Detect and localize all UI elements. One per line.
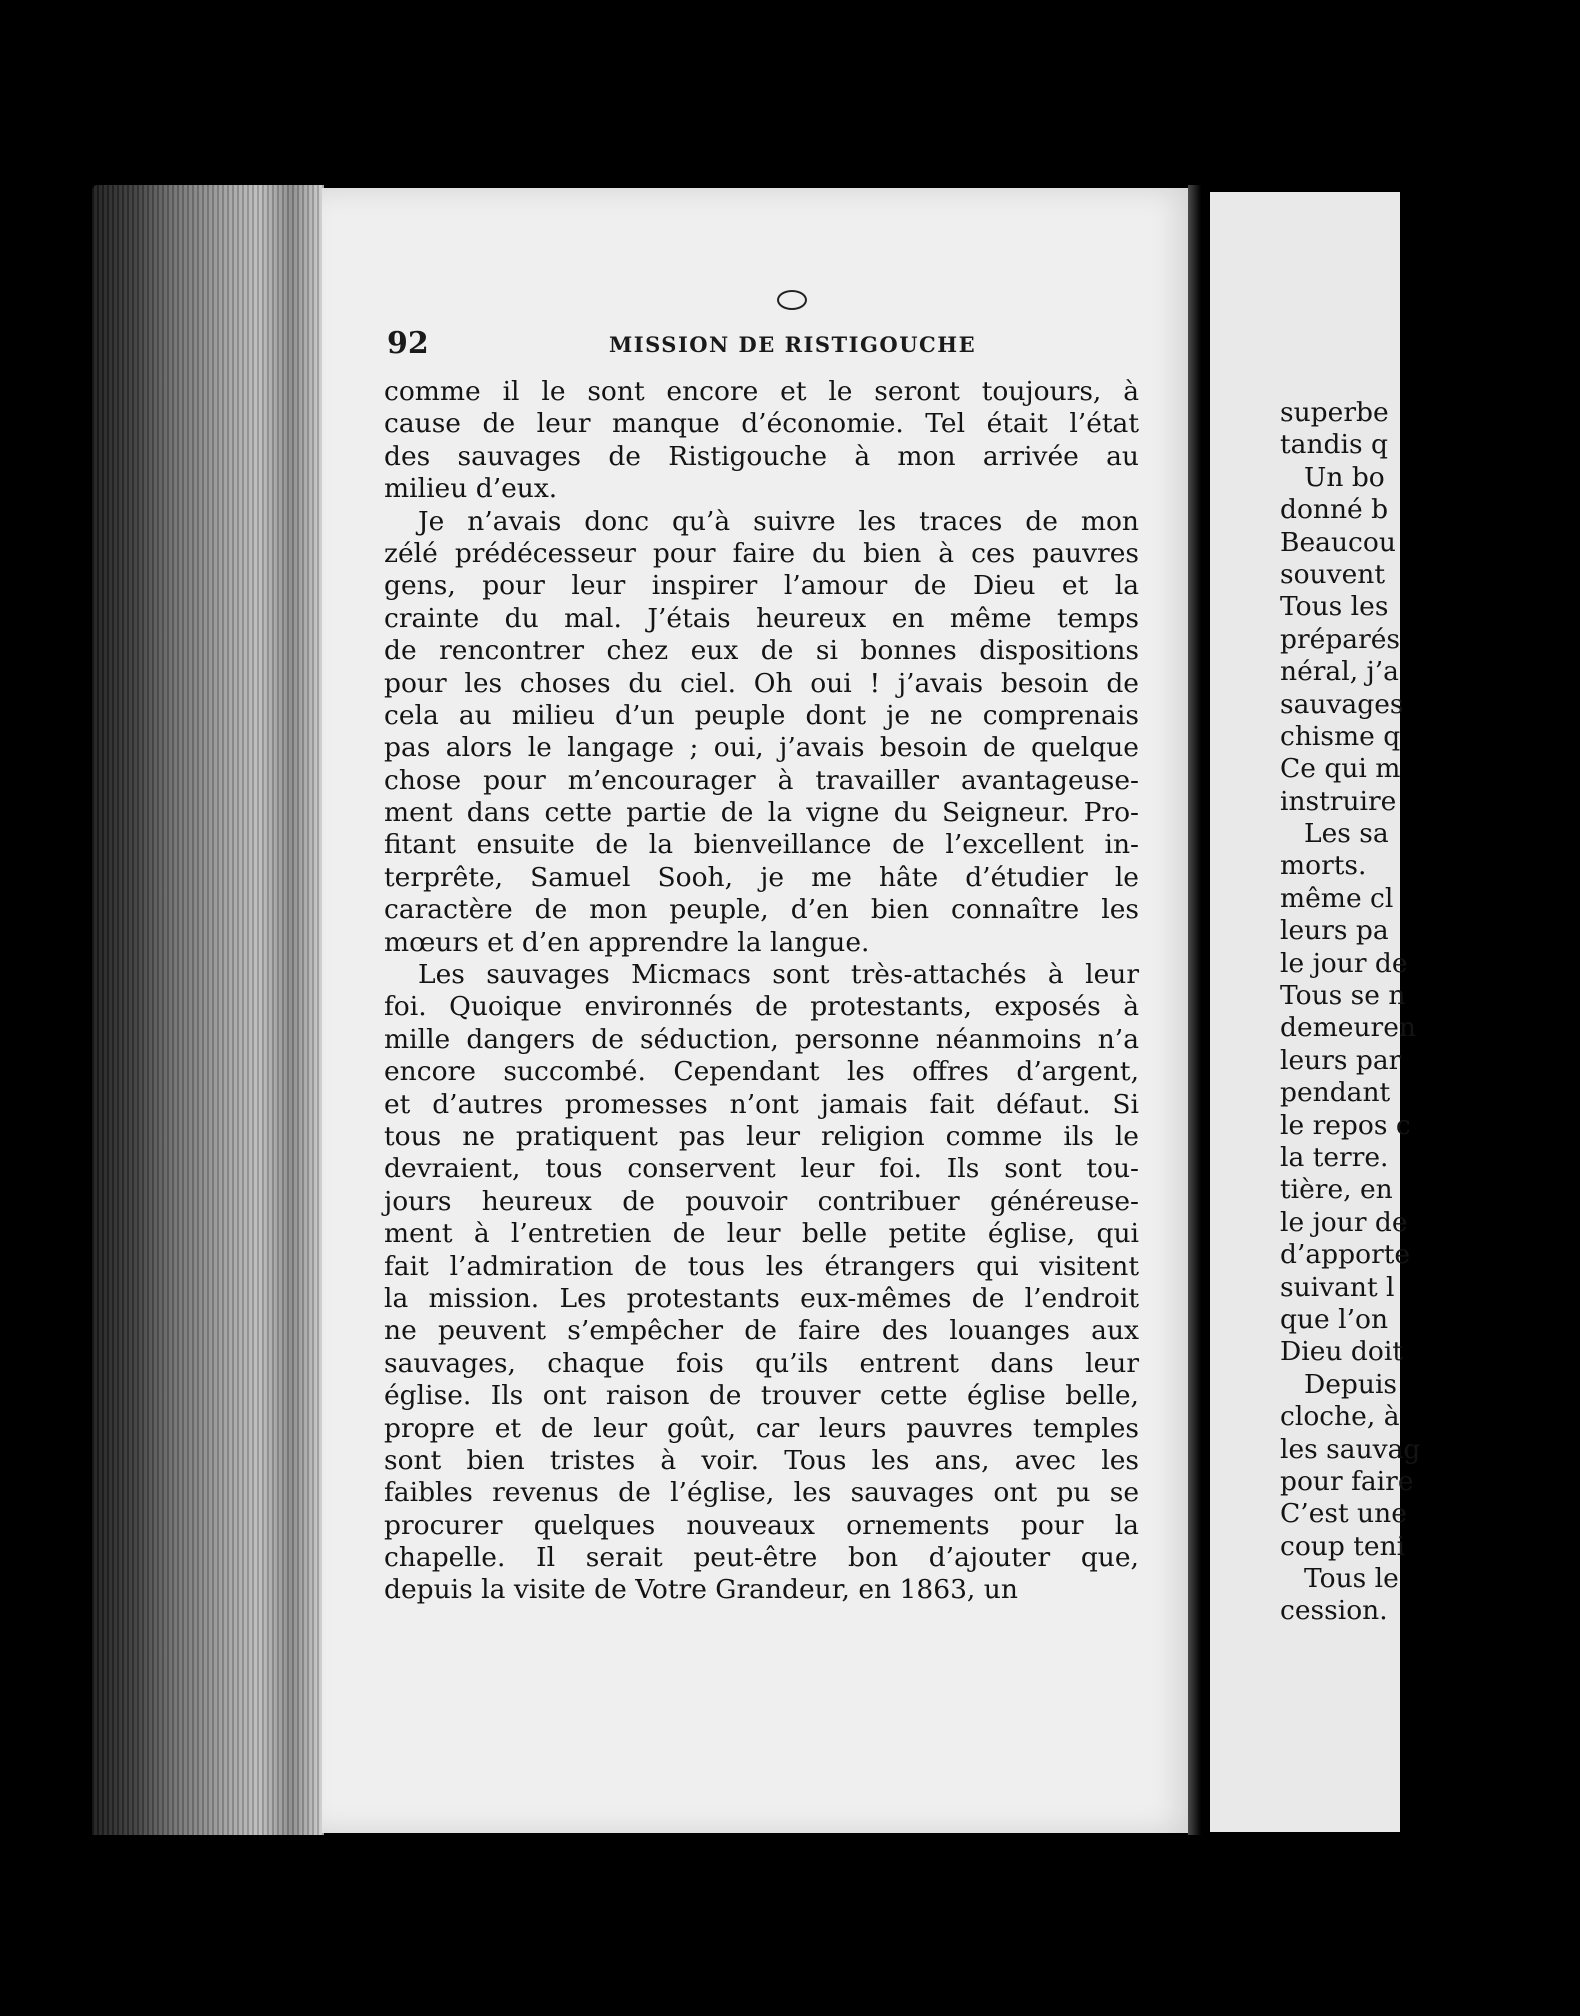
text-line: église. Ils ont raison de trouver cette église belle, xyxy=(384,1380,1139,1412)
text-line: leurs pa xyxy=(1280,915,1389,947)
text-line: milieu d’eux. xyxy=(384,473,558,505)
right-page xyxy=(1210,192,1421,1832)
running-title: MISSION DE RISTIGOUCHE xyxy=(609,332,977,357)
text-line: gens, pour leur inspirer l’amour de Dieu et la xyxy=(384,570,1139,602)
text-line: pendant xyxy=(1280,1077,1391,1109)
text-line: souvent xyxy=(1280,558,1385,590)
text-line: comme il le sont encore et le seront toujours, à xyxy=(384,376,1139,407)
text-line: préparés xyxy=(1280,623,1401,655)
text-line: sauvages, chaque fois qu’ils entrent dans leur xyxy=(384,1347,1139,1379)
text-line: leurs par xyxy=(1280,1044,1402,1076)
text-line: même cl xyxy=(1280,882,1394,914)
text-line: Ce qui m xyxy=(1280,753,1401,785)
text-line: la mission. Les protestants eux-mêmes de l’endroit xyxy=(384,1282,1139,1314)
text-line: et d’autres promesses n’ont jamais fait défaut. Si xyxy=(384,1088,1139,1120)
text-line: encore succombé. Cependant les offres d’argent, xyxy=(384,1056,1139,1088)
text-line: superbe xyxy=(1280,397,1389,428)
text-line: tière, en xyxy=(1280,1174,1393,1206)
text-line: de rencontrer chez eux de si bonnes dispositions xyxy=(384,635,1139,667)
text-line: Depuis xyxy=(1304,1368,1398,1400)
text-line: demeuren xyxy=(1280,1012,1416,1044)
text-line: tandis q xyxy=(1280,429,1388,461)
body-text xyxy=(384,376,1139,1607)
text-line: fait l’admiration de tous les étrangers qui visitent xyxy=(384,1250,1139,1282)
text-line: fitant ensuite de la bienveillance de l’excellent in- xyxy=(384,829,1139,861)
text-line: néral, j’a xyxy=(1280,656,1399,688)
right-page-text xyxy=(1280,397,1580,1628)
text-line: Je n’avais donc qu’à suivre les traces de mon xyxy=(418,505,1139,537)
text-line: depuis la visite de Votre Grandeur, en 1863, un xyxy=(384,1574,1018,1606)
text-line: des sauvages de Ristigouche à mon arrivée au xyxy=(384,440,1139,472)
text-line: procurer quelques nouveaux ornements pour la xyxy=(384,1509,1139,1541)
text-line: chapelle. Il serait peut-être bon d’ajouter que, xyxy=(384,1542,1139,1574)
page-stack-edge xyxy=(92,185,324,1835)
text-line: le repos c xyxy=(1280,1109,1411,1141)
text-line: chisme q xyxy=(1280,720,1401,752)
text-line: instruire xyxy=(1280,785,1397,817)
running-head xyxy=(387,326,1177,366)
text-line: d’apporte xyxy=(1280,1239,1411,1271)
text-line: Les sa xyxy=(1304,818,1389,850)
text-line: ment dans cette partie de la vigne du Seigneur. Pro- xyxy=(384,797,1139,829)
text-line: donné b xyxy=(1280,494,1389,526)
text-line: C’est une xyxy=(1280,1498,1407,1530)
text-line: caractère de mon peuple, d’en bien connaître les xyxy=(384,894,1139,926)
text-line: ne peuvent s’empêcher de faire des louanges aux xyxy=(384,1315,1139,1347)
text-line: mœurs et d’en apprendre la langue. xyxy=(384,926,870,958)
text-line: que l’on xyxy=(1280,1303,1389,1335)
text-line: propre et de leur goût, car leurs pauvres temples xyxy=(384,1412,1139,1444)
text-line: la terre. xyxy=(1280,1141,1389,1173)
text-line: chose pour m’encourager à travailler avantageuse- xyxy=(384,764,1139,796)
text-line: zélé prédécesseur pour faire du bien à ces pauvres xyxy=(384,537,1139,569)
text-line: Tous se n xyxy=(1280,980,1406,1012)
text-line: devraient, tous conservent leur foi. Ils sont tou- xyxy=(384,1153,1139,1185)
text-line: foi. Quoique environnés de protestants, exposés à xyxy=(384,991,1139,1023)
ink-mark xyxy=(777,290,807,310)
text-line: Un bo xyxy=(1304,461,1385,493)
text-line: pour faire xyxy=(1280,1465,1414,1497)
text-line: crainte du mal. J’étais heureux en même temps xyxy=(384,602,1139,634)
text-line: cession. xyxy=(1280,1595,1388,1627)
text-line: pour les choses du ciel. Oh oui ! j’avais besoin de xyxy=(384,667,1139,699)
text-line: cause de leur manque d’économie. Tel était l’état xyxy=(384,408,1139,440)
text-line: suivant l xyxy=(1280,1271,1395,1303)
left-page xyxy=(322,188,1197,1833)
text-line: sauvages xyxy=(1280,688,1404,720)
text-line: morts. xyxy=(1280,850,1367,882)
text-line: jours heureux de pouvoir contribuer généreuse- xyxy=(384,1185,1139,1217)
text-line: terprête, Samuel Sooh, je me hâte d’étudier le xyxy=(384,861,1139,893)
text-line: Beaucou xyxy=(1280,526,1396,558)
text-line: Dieu doit xyxy=(1280,1336,1403,1368)
text-line: faibles revenus de l’église, les sauvages ont pu se xyxy=(384,1477,1139,1509)
text-line: le jour de xyxy=(1280,1206,1408,1238)
gutter-shadow xyxy=(1188,185,1210,1835)
text-line: pas alors le langage ; oui, j’avais besoin de quelque xyxy=(384,732,1139,764)
text-line: coup teni xyxy=(1280,1530,1406,1562)
text-line: le jour de xyxy=(1280,947,1408,979)
text-line: cela au milieu d’un peuple dont je ne comprenais xyxy=(384,699,1139,731)
text-line: Tous le xyxy=(1304,1563,1399,1595)
text-line: sont bien tristes à voir. Tous les ans, avec les xyxy=(384,1444,1139,1476)
text-line: tous ne pratiquent pas leur religion comme ils le xyxy=(384,1120,1139,1152)
text-line: Les sauvages Micmacs sont très-attachés à leur xyxy=(418,959,1139,991)
text-line: Tous les xyxy=(1280,591,1389,623)
page-number: 92 xyxy=(387,326,429,361)
text-line: les sauvag xyxy=(1280,1433,1421,1465)
text-line: ment à l’entretien de leur belle petite église, qui xyxy=(384,1218,1139,1250)
text-line: mille dangers de séduction, personne néanmoins n’a xyxy=(384,1023,1139,1055)
text-line: cloche, à xyxy=(1280,1401,1400,1433)
